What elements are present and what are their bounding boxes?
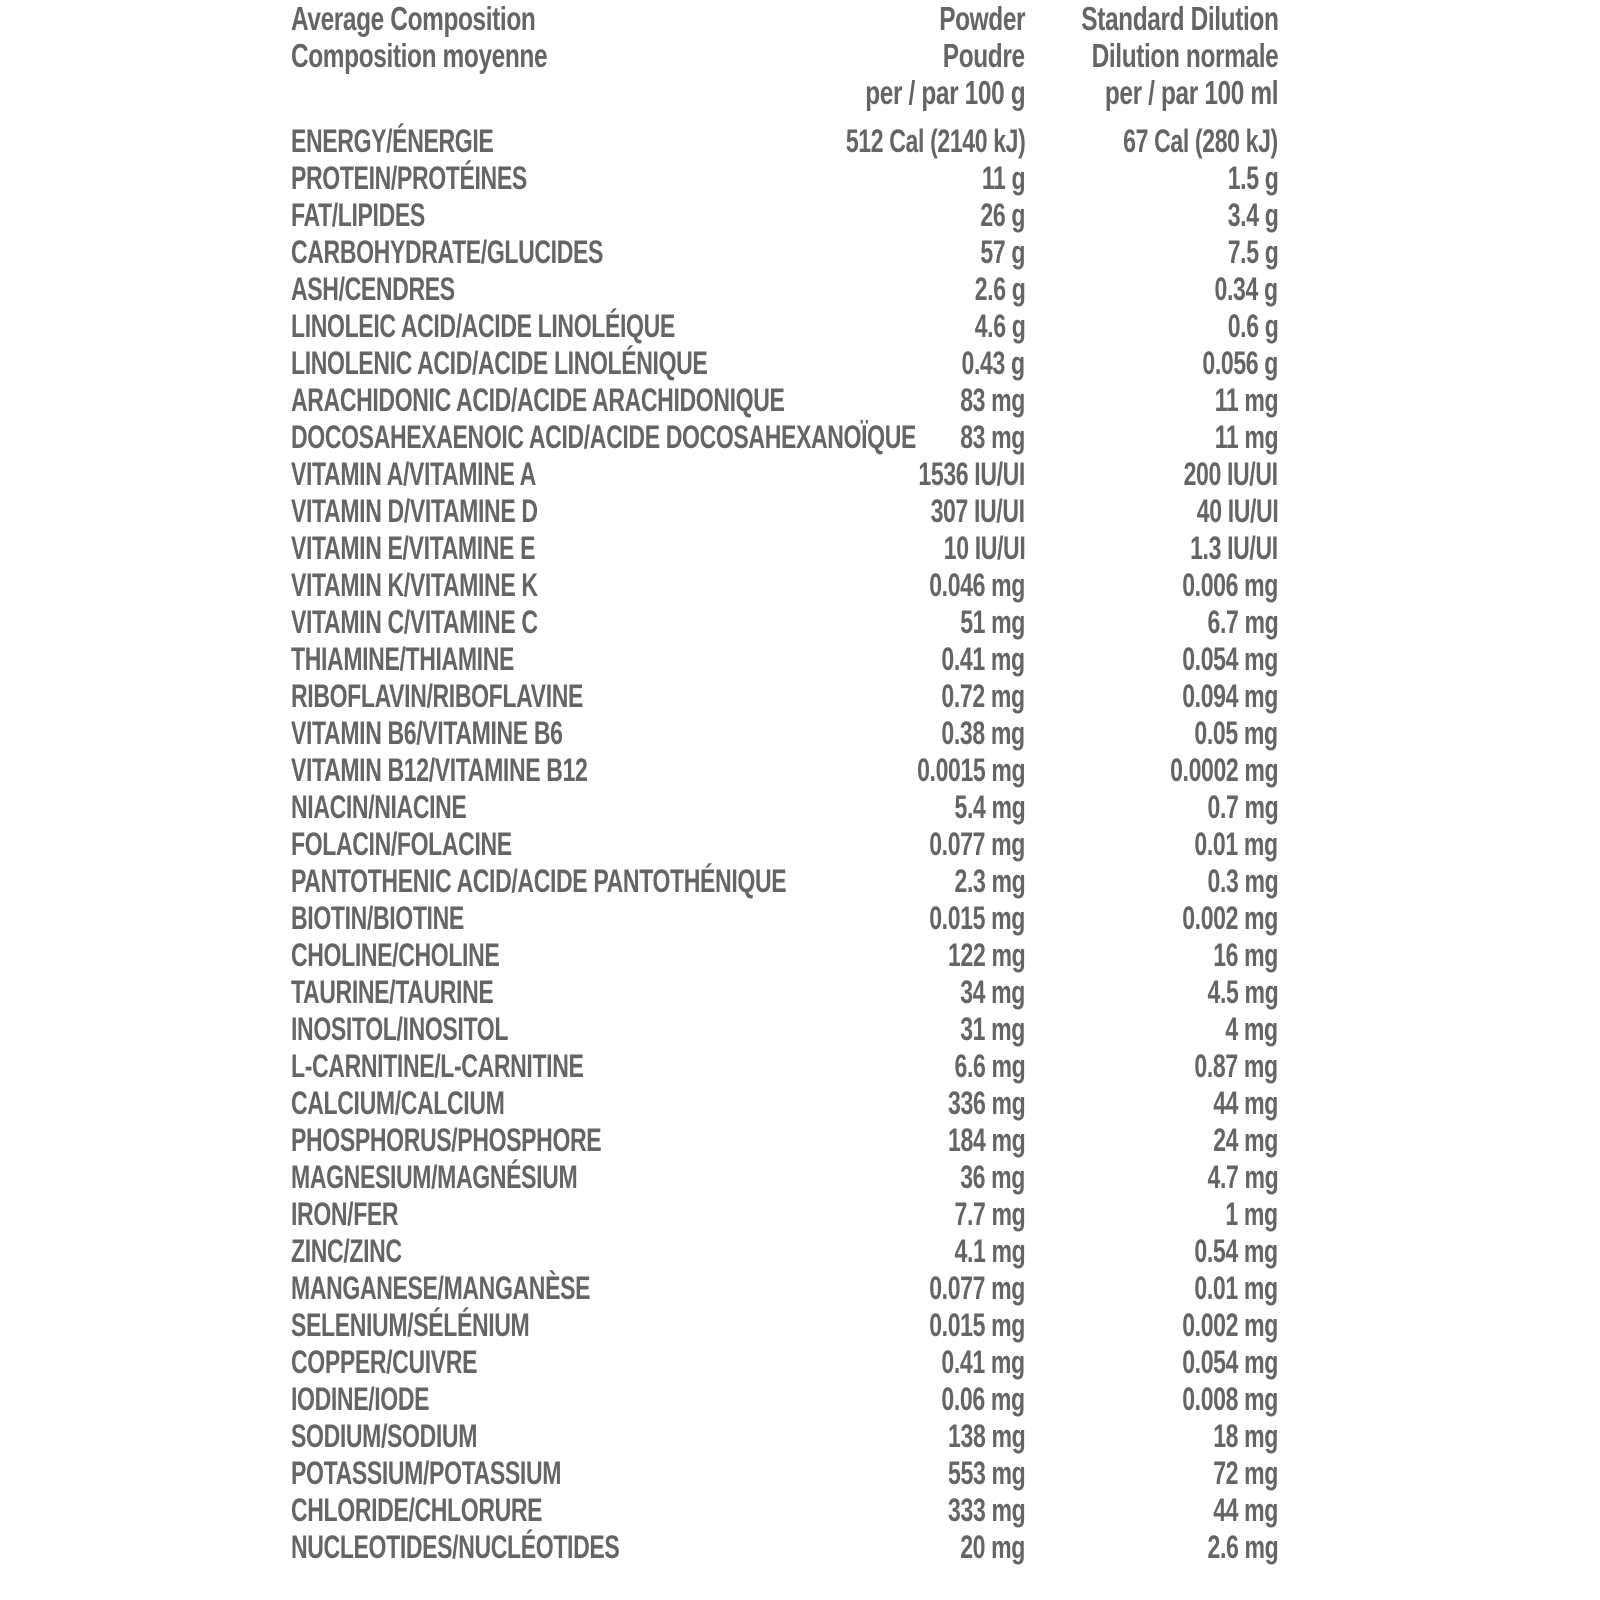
dilution-value: 0.3 mg [1207,863,1278,899]
nutrient-name: CARBOHYDRATE/GLUCIDES [291,234,604,270]
dilution-value: 4 mg [1225,1011,1278,1047]
nutrient-name: FAT/LIPIDES [291,197,425,233]
powder-value: 0.077 mg [929,1270,1025,1306]
nutrient-name: CHOLINE/CHOLINE [291,937,500,973]
powder-value: 57 g [980,234,1025,270]
header-poudre: Poudre [943,37,1025,74]
dilution-value: 44 mg [1213,1085,1278,1121]
powder-value: 0.077 mg [929,826,1025,862]
nutrient-row [291,1196,1281,1233]
nutrient-name: BIOTIN/BIOTINE [291,900,464,936]
table-header [291,0,1281,111]
nutrient-row [291,1307,1281,1344]
nutrient-name: THIAMINE/THIAMINE [291,641,514,677]
powder-value: 0.38 mg [941,715,1025,751]
powder-value: 20 mg [960,1529,1025,1565]
dilution-value: 40 IU/UI [1196,493,1278,529]
nutrient-name: POTASSIUM/POTASSIUM [291,1455,562,1491]
nutrient-name: VITAMIN B6/VITAMINE B6 [291,715,563,751]
powder-value: 512 Cal (2140 kJ) [845,123,1025,159]
powder-value: 1536 IU/UI [918,456,1025,492]
dilution-value: 0.008 mg [1182,1381,1278,1417]
dilution-value: 44 mg [1213,1492,1278,1528]
dilution-value: 18 mg [1213,1418,1278,1454]
nutrient-name: NUCLEOTIDES/NUCLÉOTIDES [291,1529,620,1565]
nutrient-row [291,1418,1281,1455]
dilution-value: 0.006 mg [1182,567,1278,603]
nutrient-row [291,567,1281,604]
nutrient-name: ASH/CENDRES [291,271,455,307]
nutrient-name: VITAMIN A/VITAMINE A [291,456,536,492]
nutrient-row [291,1085,1281,1122]
nutrient-row [291,1233,1281,1270]
nutrient-name: FOLACIN/FOLACINE [291,826,512,862]
nutrient-row [291,419,1281,456]
nutrient-row [291,1381,1281,1418]
nutrient-row [291,900,1281,937]
nutrient-name: ZINC/ZINC [291,1233,402,1269]
powder-value: 0.72 mg [941,678,1025,714]
dilution-value: 4.5 mg [1207,974,1278,1010]
nutrient-row [291,1270,1281,1307]
powder-value: 0.41 mg [941,641,1025,677]
dilution-value: 0.056 g [1202,345,1278,381]
dilution-value: 0.7 mg [1207,789,1278,825]
nutrient-name: PANTOTHENIC ACID/ACIDE PANTOTHÉNIQUE [291,863,787,899]
dilution-value: 7.5 g [1227,234,1278,270]
powder-value: 51 mg [960,604,1025,640]
nutrient-name: SELENIUM/SÉLÉNIUM [291,1307,530,1343]
nutrient-name: RIBOFLAVIN/RIBOFLAVINE [291,678,584,714]
nutrient-name: SODIUM/SODIUM [291,1418,478,1454]
dilution-value: 0.01 mg [1194,1270,1278,1306]
dilution-value: 1 mg [1225,1196,1278,1232]
nutrient-row [291,123,1281,160]
dilution-value: 0.87 mg [1194,1048,1278,1084]
nutrient-name: DOCOSAHEXAENOIC ACID/ACIDE DOCOSAHEXANOÏQUE [291,419,917,455]
nutrient-name: COPPER/CUIVRE [291,1344,478,1380]
dilution-value: 0.054 mg [1182,641,1278,677]
powder-value: 34 mg [960,974,1025,1010]
powder-value: 138 mg [947,1418,1025,1454]
nutrient-row [291,308,1281,345]
dilution-value: 0.34 g [1214,271,1278,307]
powder-value: 4.1 mg [954,1233,1025,1269]
header-average-composition: Average Composition [291,0,536,37]
header-row-1 [291,0,1281,37]
nutrient-name: INOSITOL/INOSITOL [291,1011,509,1047]
powder-value: 6.6 mg [954,1048,1025,1084]
nutrient-row [291,160,1281,197]
powder-value: 31 mg [960,1011,1025,1047]
nutrient-row [291,456,1281,493]
nutrient-name: MAGNESIUM/MAGNÉSIUM [291,1159,578,1195]
nutrient-name: MANGANESE/MANGANÈSE [291,1270,591,1306]
nutrient-name: LINOLENIC ACID/ACIDE LINOLÉNIQUE [291,345,708,381]
nutrient-row [291,1529,1281,1566]
header-row-3 [291,74,1281,111]
dilution-value: 200 IU/UI [1183,456,1278,492]
dilution-value: 24 mg [1213,1122,1278,1158]
dilution-value: 67 Cal (280 kJ) [1123,123,1278,159]
powder-value: 0.046 mg [929,567,1025,603]
nutrient-name: PROTEIN/PROTÉINES [291,160,527,196]
powder-value: 122 mg [947,937,1025,973]
nutrient-row [291,789,1281,826]
dilution-value: 1.5 g [1227,160,1278,196]
nutrient-name: VITAMIN B12/VITAMINE B12 [291,752,588,788]
header-dilution-normale: Dilution normale [1091,37,1278,74]
powder-value: 307 IU/UI [930,493,1025,529]
powder-value: 5.4 mg [954,789,1025,825]
nutrient-row [291,493,1281,530]
dilution-value: 3.4 g [1227,197,1278,233]
header-row-2 [291,37,1281,74]
nutrient-name: VITAMIN D/VITAMINE D [291,493,538,529]
nutrient-row [291,1455,1281,1492]
nutrient-row [291,271,1281,308]
dilution-value: 0.054 mg [1182,1344,1278,1380]
nutrition-composition-table [291,0,1281,1566]
powder-value: 553 mg [947,1455,1025,1491]
dilution-value: 0.6 g [1227,308,1278,344]
dilution-value: 2.6 mg [1207,1529,1278,1565]
nutrient-row [291,1344,1281,1381]
dilution-value: 72 mg [1213,1455,1278,1491]
nutrient-row [291,197,1281,234]
dilution-value: 0.01 mg [1194,826,1278,862]
nutrient-name: ENERGY/ÉNERGIE [291,123,494,159]
dilution-value: 4.7 mg [1207,1159,1278,1195]
nutrient-row [291,974,1281,1011]
header-per-100g: per / par 100 g [864,74,1025,111]
powder-value: 10 IU/UI [943,530,1025,566]
powder-value: 83 mg [960,382,1025,418]
nutrient-name: NIACIN/NIACINE [291,789,467,825]
nutrient-name: VITAMIN K/VITAMINE K [291,567,538,603]
nutrient-name: CALCIUM/CALCIUM [291,1085,505,1121]
nutrient-name: IRON/FER [291,1196,399,1232]
nutrient-row [291,1122,1281,1159]
powder-value: 4.6 g [974,308,1025,344]
powder-value: 7.7 mg [954,1196,1025,1232]
powder-value: 0.41 mg [941,1344,1025,1380]
dilution-value: 6.7 mg [1207,604,1278,640]
nutrient-row [291,641,1281,678]
powder-value: 0.43 g [961,345,1025,381]
powder-value: 83 mg [960,419,1025,455]
nutrient-row [291,345,1281,382]
nutrient-row [291,604,1281,641]
nutrient-row [291,234,1281,271]
nutrient-row [291,1048,1281,1085]
nutrient-name: CHLORIDE/CHLORURE [291,1492,543,1528]
powder-value: 11 g [981,160,1025,196]
nutrient-row [291,1492,1281,1529]
nutrient-name: PHOSPHORUS/PHOSPHORE [291,1122,602,1158]
powder-value: 26 g [980,197,1025,233]
header-standard-dilution: Standard Dilution [1080,0,1278,37]
powder-value: 336 mg [947,1085,1025,1121]
powder-value: 333 mg [947,1492,1025,1528]
powder-value: 36 mg [960,1159,1025,1195]
dilution-value: 0.05 mg [1194,715,1278,751]
nutrient-rows [291,123,1281,1566]
dilution-value: 0.002 mg [1182,900,1278,936]
nutrient-name: ARACHIDONIC ACID/ACIDE ARACHIDONIQUE [291,382,785,418]
nutrient-name: TAURINE/TAURINE [291,974,494,1010]
header-per-100ml: per / par 100 ml [1104,74,1278,111]
nutrient-row [291,382,1281,419]
nutrient-row [291,678,1281,715]
dilution-value: 1.3 IU/UI [1190,530,1278,566]
nutrient-row [291,937,1281,974]
powder-value: 0.0015 mg [916,752,1025,788]
powder-value: 0.015 mg [929,900,1025,936]
dilution-value: 11 mg [1214,419,1278,455]
nutrient-name: IODINE/IODE [291,1381,430,1417]
powder-value: 184 mg [947,1122,1025,1158]
nutrient-name: LINOLEIC ACID/ACIDE LINOLÉIQUE [291,308,675,344]
dilution-value: 0.0002 mg [1169,752,1278,788]
header-powder: Powder [939,0,1025,37]
nutrient-name: L-CARNITINE/L-CARNITINE [291,1048,584,1084]
dilution-value: 0.094 mg [1182,678,1278,714]
powder-value: 0.015 mg [929,1307,1025,1343]
nutrient-row [291,826,1281,863]
nutrient-name: VITAMIN C/VITAMINE C [291,604,538,640]
powder-value: 0.06 mg [941,1381,1025,1417]
nutrient-row [291,1159,1281,1196]
header-composition-moyenne: Composition moyenne [291,37,548,74]
powder-value: 2.6 g [974,271,1025,307]
nutrient-row [291,1011,1281,1048]
nutrient-row [291,752,1281,789]
dilution-value: 0.54 mg [1194,1233,1278,1269]
nutrient-row [291,863,1281,900]
nutrient-row [291,715,1281,752]
dilution-value: 16 mg [1213,937,1278,973]
dilution-value: 0.002 mg [1182,1307,1278,1343]
nutrient-row [291,530,1281,567]
nutrient-name: VITAMIN E/VITAMINE E [291,530,536,566]
dilution-value: 11 mg [1214,382,1278,418]
powder-value: 2.3 mg [954,863,1025,899]
